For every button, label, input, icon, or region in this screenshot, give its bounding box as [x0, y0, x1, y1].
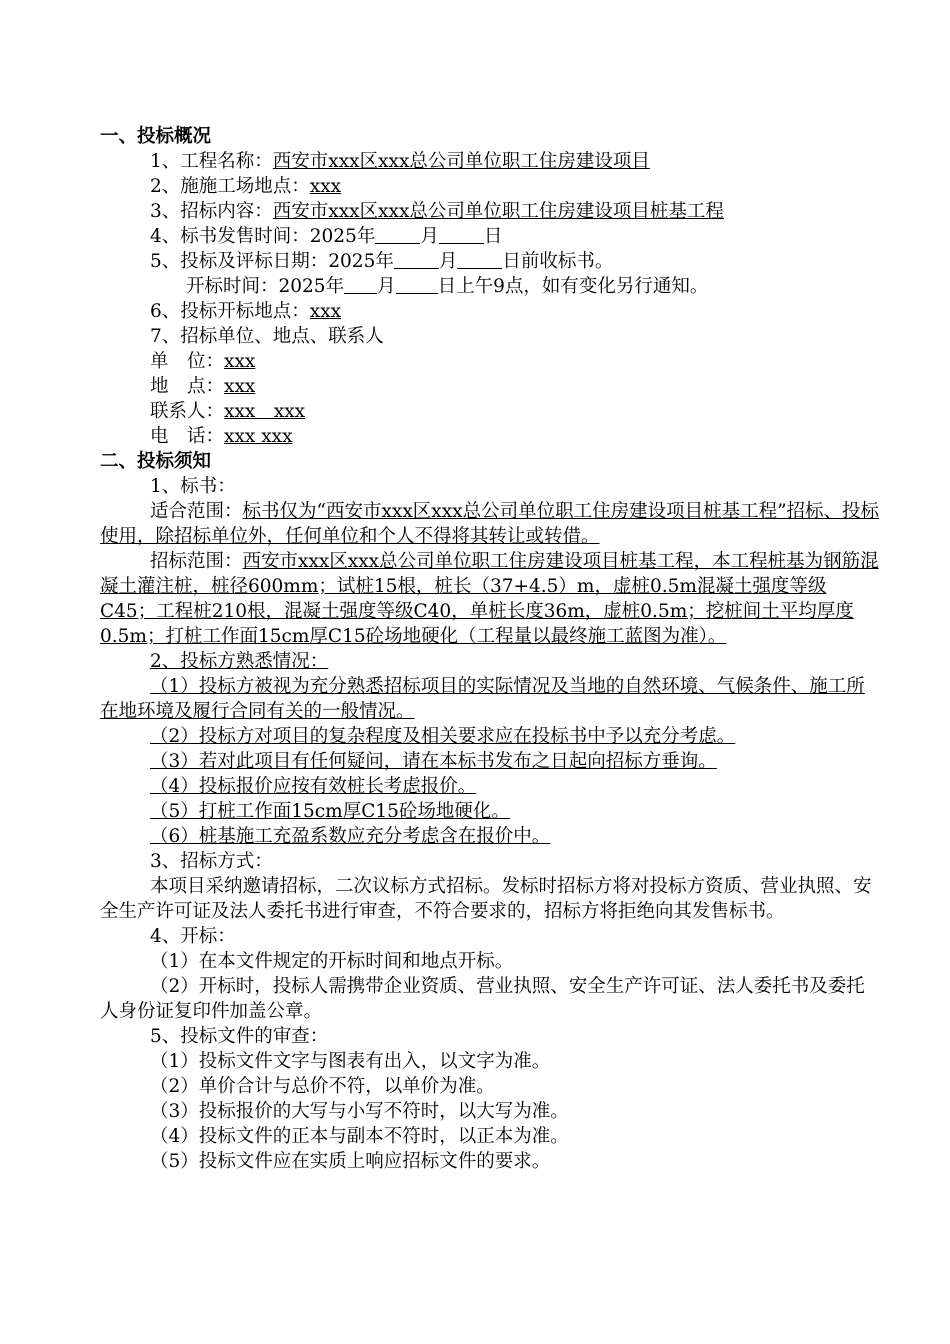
familiarity-item-1-text: （1）投标方被视为充分熟悉招标项目的实际情况及当地的自然环境、气候条件、施工所在地环境及履行合同有关的一般情况。 [100, 676, 865, 722]
range-text: 西安市xxx区xxx总公司单位职工住房建设项目桩基工程，本工程桩基为钢筋混凝土灌注桩，桩径600mm；试桩15根，桩长（37+4.5）m，虚桩0.5m混凝土强度等级C45；工程桩210根，混凝土强度等级C40，单桩长度36m，虚桩0.5m；挖桩间土平均厚度0.5m；打桩工作面15cm厚C15砼场地硬化（工程量以最终施工蓝图为准）。 [100, 551, 879, 647]
familiarity-item-3 [100, 749, 880, 774]
phone-line [100, 424, 880, 449]
scope-label: 适合范围： [150, 501, 243, 522]
scope-text: 标书仅为“西安市xxx区xxx总公司单位职工住房建设项目桩基工程”招标、投标使用，除招标单位外，任何单位和个人不得将其转让或转借。 [100, 501, 880, 547]
month-text: 月 [377, 276, 396, 297]
blank-month [394, 250, 439, 269]
phone-value: xxx xxx [224, 426, 293, 447]
project-name-value: 西安市xxx区xxx总公司单位职工住房建设项目 [272, 151, 650, 172]
section-2-heading: 二、投标须知 [100, 451, 212, 472]
opening-time-line [100, 274, 880, 299]
familiarity-item-5-text: （5）打桩工作面15cm厚C15砼场地硬化。 [150, 801, 510, 822]
blank-month [344, 275, 377, 294]
place-label: 地 点： [150, 376, 225, 397]
unit-value: xxx [224, 351, 256, 372]
site-location-value: xxx [309, 176, 342, 197]
place-value: xxx [224, 376, 256, 397]
place-line [100, 374, 880, 399]
opening-time-note: 日上午9点，如有变化另行通知。 [437, 276, 709, 297]
unit-label: 单 位： [150, 351, 225, 372]
section-1-heading: 一、投标概况 [100, 126, 212, 147]
familiarity-heading [100, 649, 880, 674]
method-paragraph: 本项目采纳邀请招标，二次议标方式招标。发标时招标方将对投标方资质、营业执照、安全生产许可证及法人委托书进行审查，不符合要求的，招标方将拒绝向其发售标书。 [100, 876, 872, 922]
review-item-5: （5）投标文件应在实质上响应招标文件的要求。 [150, 1151, 551, 1172]
unit-line [100, 349, 880, 374]
blank-day [457, 250, 502, 269]
opening-item-1: （1）在本文件规定的开标时间和地点开标。 [150, 951, 514, 972]
familiarity-item-6-text: （6）桩基施工充盈系数应充分考虑含在报价中。 [150, 826, 551, 847]
opening-heading: 4、开标： [150, 926, 236, 947]
sale-time-line [100, 224, 880, 249]
familiarity-item-2 [100, 724, 880, 749]
bid-content-line [100, 199, 880, 224]
range-paragraph [100, 549, 880, 649]
project-name-line [100, 149, 880, 174]
project-name-label: 1、工程名称： [150, 151, 273, 172]
method-heading: 3、招标方式： [150, 851, 273, 872]
review-item-3: （3）投标报价的大写与小写不符时，以大写为准。 [150, 1101, 569, 1122]
phone-label: 电 话： [150, 426, 225, 447]
blank-month [375, 225, 420, 244]
review-item-2: （2）单价合计与总价不符，以单价为准。 [150, 1076, 495, 1097]
month-text: 月 [420, 226, 439, 247]
evaluation-date-line [100, 249, 880, 274]
familiarity-item-6 [100, 824, 880, 849]
document-page [100, 124, 880, 1174]
familiarity-item-1 [100, 674, 880, 724]
familiarity-item-4 [100, 774, 880, 799]
evaluation-date-label: 5、投标及评标日期：2025年 [150, 251, 394, 272]
deadline-text: 日前收标书。 [502, 251, 614, 272]
contact-line [100, 399, 880, 424]
review-item-1: （1）投标文件文字与图表有出入，以文字为准。 [150, 1051, 551, 1072]
familiarity-item-4-text: （4）投标报价应按有效桩长考虑报价。 [150, 776, 477, 797]
month-text: 月 [438, 251, 458, 272]
opening-time-label: 开标时间：2025年 [186, 276, 345, 297]
blank-day [439, 225, 484, 244]
site-location-label: 2、施施工场地点： [150, 176, 310, 197]
bid-content-label: 3、招标内容： [150, 201, 273, 222]
contact-value: xxx xxx [224, 401, 306, 422]
sale-time-label: 4、标书发售时间：2025年 [150, 226, 376, 247]
familiarity-heading-text: 2、投标方熟悉情况： [150, 651, 329, 672]
range-label: 招标范围： [150, 551, 243, 572]
opening-place-value: xxx [309, 301, 342, 322]
bid-content-value: 西安市xxx区xxx总公司单位职工住房建设项目桩基工程 [272, 201, 724, 222]
familiarity-item-5 [100, 799, 880, 824]
review-item-4: （4）投标文件的正本与副本不符时，以正本为准。 [150, 1126, 569, 1147]
contact-label: 联系人： [150, 401, 225, 422]
review-heading: 5、投标文件的审查： [150, 1026, 329, 1047]
opening-place-line [100, 299, 880, 324]
day-text: 日 [483, 226, 503, 247]
familiarity-item-3-text: （3）若对此项目有任何疑问，请在本标书发布之日起向招标方垂询。 [150, 751, 717, 772]
scope-paragraph [100, 499, 880, 549]
site-location-line [100, 174, 880, 199]
contact-heading: 7、招标单位、地点、联系人 [150, 326, 384, 347]
blank-day [396, 275, 438, 294]
opening-item-2: （2）开标时，投标人需携带企业资质、营业执照、安全生产许可证、法人委托书及委托人身份证复印件加盖公章。 [100, 976, 865, 1022]
tender-doc-heading: 1、标书： [150, 476, 236, 497]
familiarity-item-2-text: （2）投标方对项目的复杂程度及相关要求应在投标书中予以充分考虑。 [150, 726, 736, 747]
opening-place-label: 6、投标开标地点： [150, 301, 310, 322]
